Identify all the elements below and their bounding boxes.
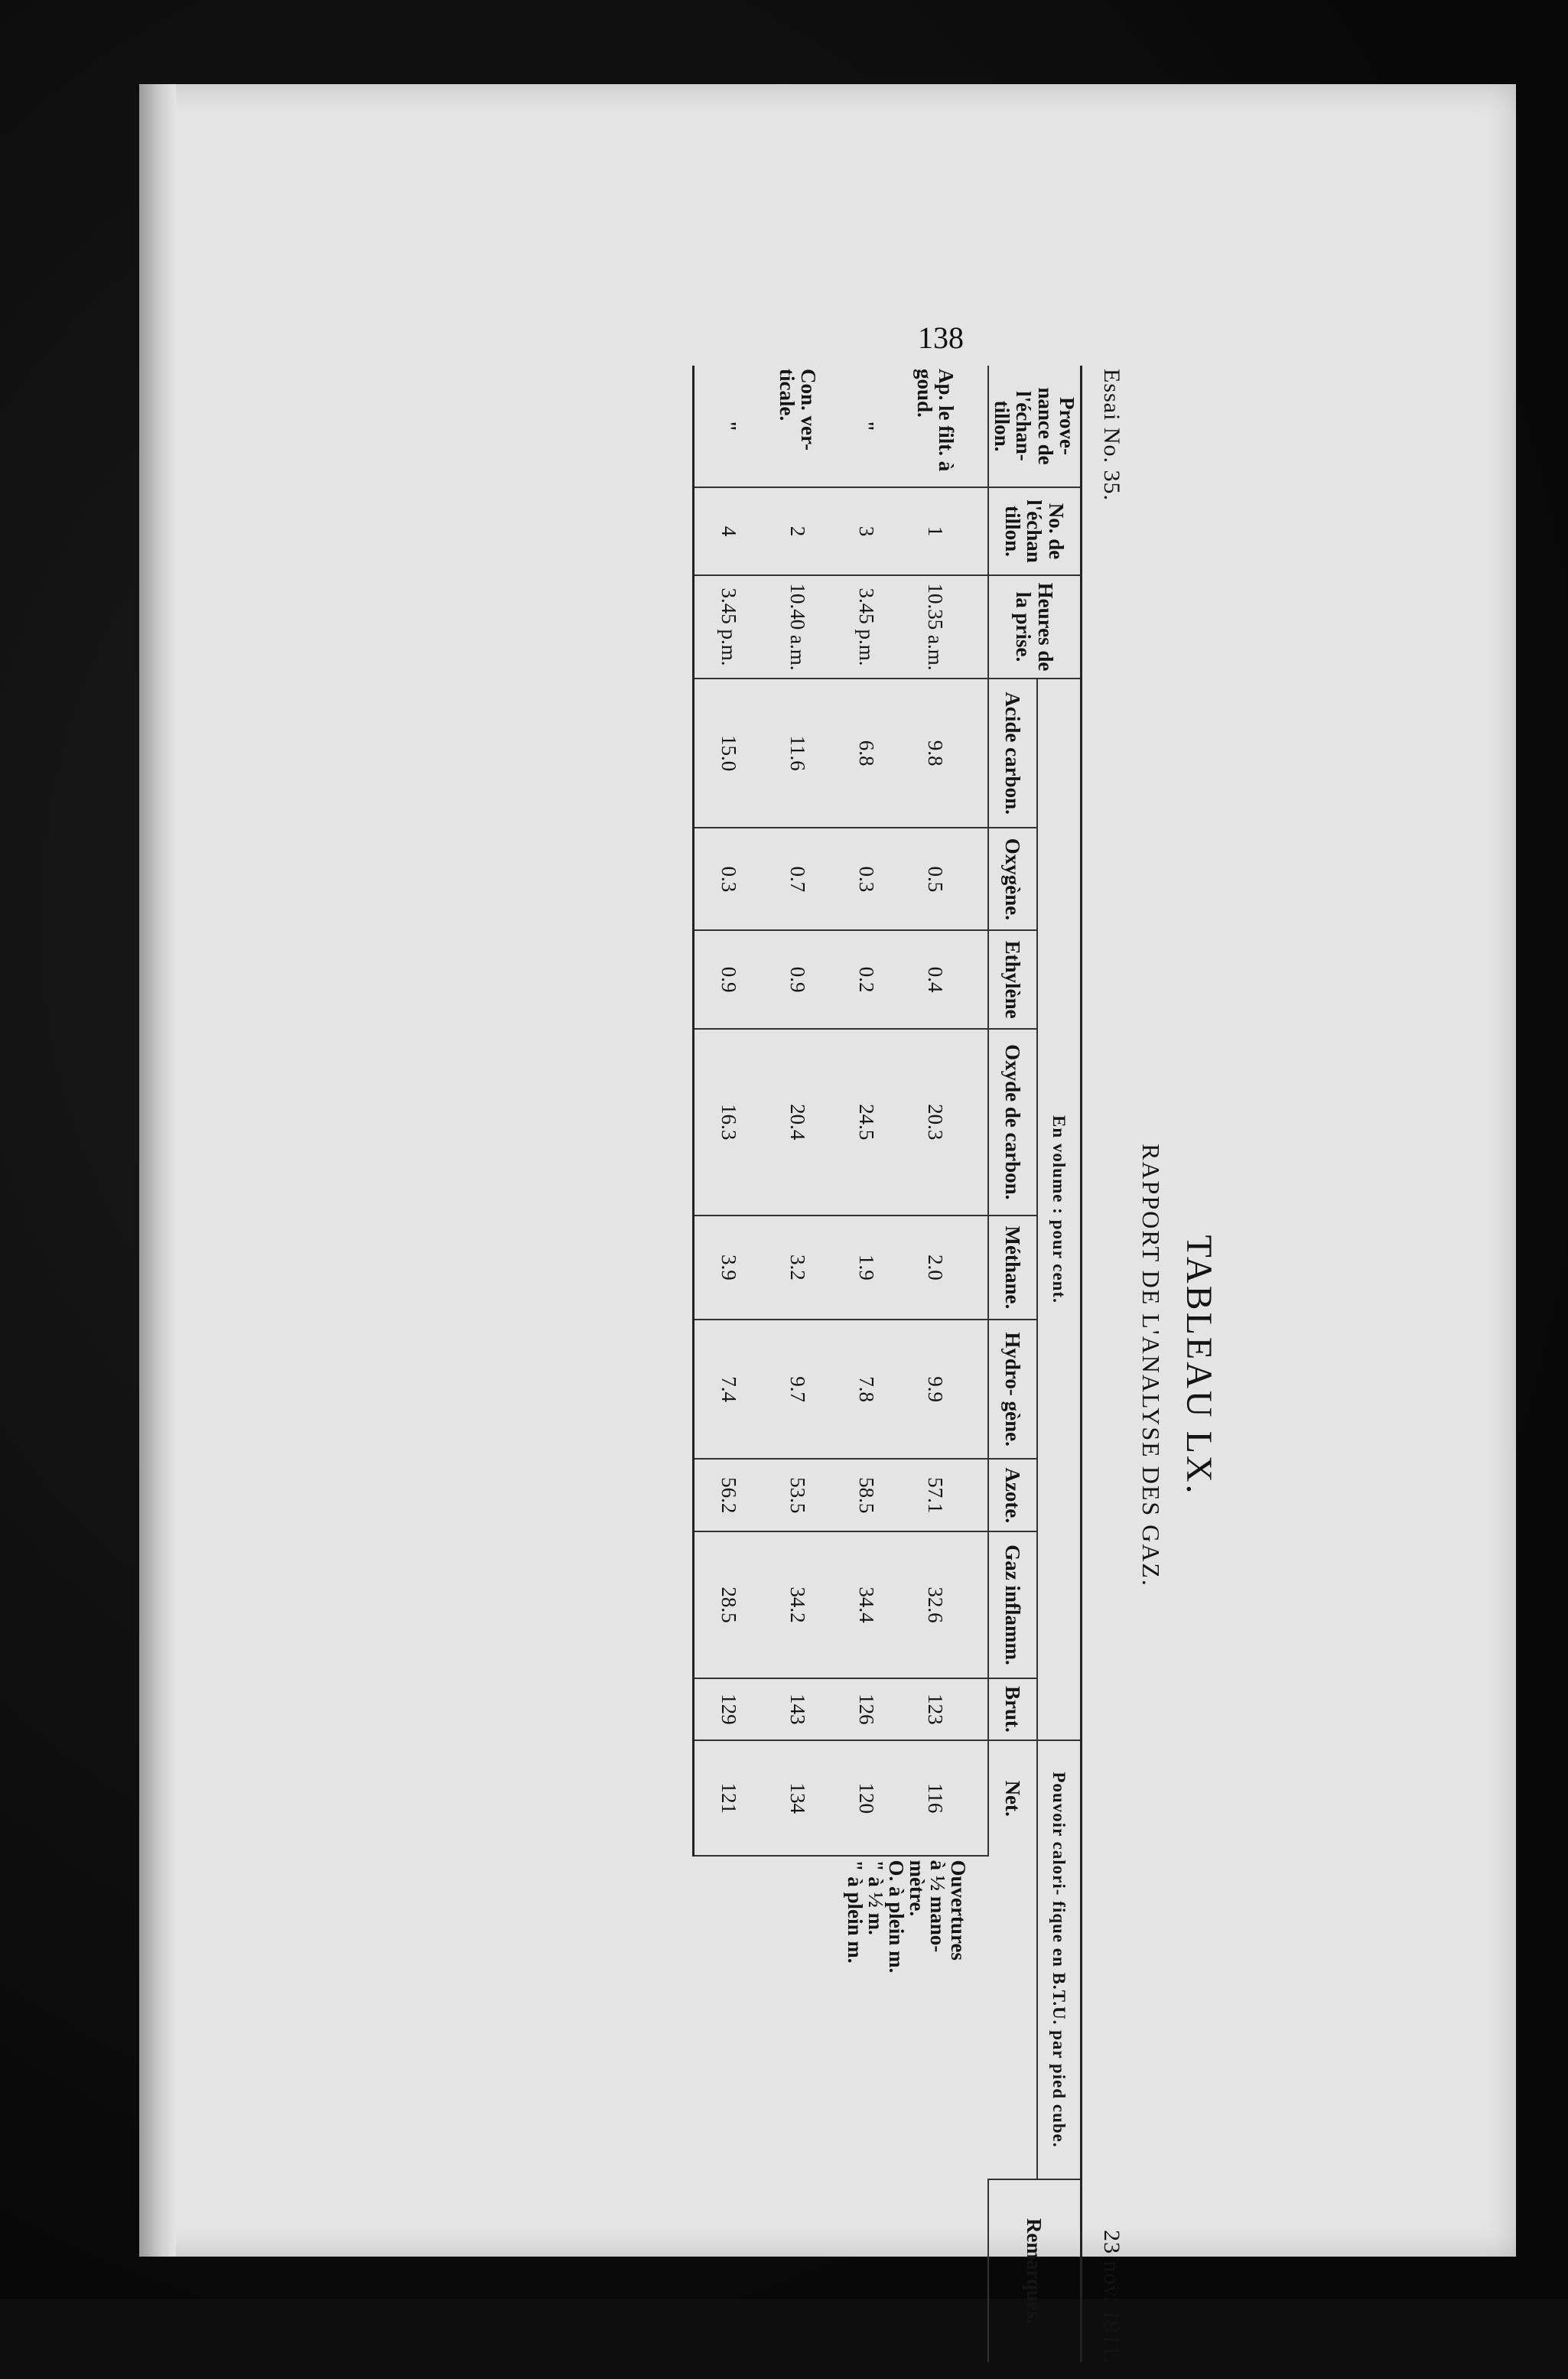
header-carbon-monoxide: Oxyde de carbon. [988,1029,1037,1216]
cell-carbonic-acid: 9.8 [901,679,988,828]
cell-carbon-monoxide: 24.5 [832,1029,901,1216]
header-provenance: Prove- nance de l'échan- tillon. [988,366,1082,487]
table-header [988,366,1082,2362]
remark-line: à ½ mano- [926,1860,949,1953]
cell-flammable-gas: 34.4 [832,1531,901,1678]
cell-provenance: " [693,366,763,487]
remark-line: mètre. [905,1860,929,1917]
cell-hydrogen: 7.4 [693,1320,763,1460]
cell-time: 3.45 p.m. [832,575,901,679]
cell-gross: 126 [832,1678,901,1740]
cell-ethylene: 0.2 [832,930,901,1028]
cell-carbonic-acid: 11.6 [763,679,832,828]
gas-analysis-table [692,366,1082,2362]
header-ethylene: Ethylène [988,930,1037,1028]
cell-flammable-gas: 34.2 [763,1531,832,1678]
header-net: Net. [988,1740,1037,1857]
cell-flammable-gas: 28.5 [693,1531,763,1678]
cell-carbonic-acid: 6.8 [832,679,901,828]
header-calorific-power: Pouvoir calori- fique en B.T.U. par pied cube. [1037,1740,1082,2179]
cell-nitrogen: 53.5 [763,1459,832,1531]
cell-oxygen: 0.3 [693,828,763,930]
cell-flammable-gas: 32.6 [901,1531,988,1678]
cell-ethylene: 0.9 [763,930,832,1028]
header-flammable-gas: Gaz inflamm. [988,1531,1037,1678]
cell-methane: 3.9 [693,1216,763,1320]
cell-carbon-monoxide: 16.3 [693,1029,763,1216]
cell-hydrogen: 9.7 [763,1320,832,1460]
cell-carbon-monoxide: 20.3 [901,1029,988,1216]
header-volume-percent: En volume : pour cent. [1037,679,1082,1740]
cell-gross: 143 [763,1678,832,1740]
cell-remarks [693,1856,988,2179]
cell-ethylene: 0.4 [901,930,988,1028]
table-title: TABLEAU LX. [1179,1235,1219,1496]
cell-time: 10.40 a.m. [763,575,832,679]
header-nitrogen: Azote. [988,1459,1037,1531]
cell-sample-no: 4 [693,487,763,575]
header-hours: Heures de la prise. [988,575,1082,679]
cell-oxygen: 0.7 [763,828,832,930]
remark-line: Ouvertures [946,1860,970,1961]
cell-sample-no: 1 [901,487,988,575]
cell-nitrogen: 58.5 [832,1459,901,1531]
header-methane: Méthane. [988,1216,1037,1320]
header-gross: Brut. [988,1678,1037,1740]
cell-gross: 129 [693,1678,763,1740]
header-sample-no: No. de l'échan tillon. [988,487,1082,575]
header-carbonic-acid: Acide carbon. [988,679,1037,828]
rotated-table-region [717,352,1274,2379]
cell-time: 3.45 p.m. [693,575,763,679]
cell-oxygen: 0.5 [901,828,988,930]
table-body [693,366,988,2362]
test-number-label: Essai No. 35. [1099,369,1124,501]
cell-net: 121 [693,1740,763,1857]
cell-provenance: " [854,420,878,432]
cell-time: 10.35 a.m. [901,575,988,679]
date-label: 23 nov. 1911. [1099,2230,1124,2364]
cell-nitrogen: 56.2 [693,1459,763,1531]
remark-line: O. à plein m. [884,1860,908,1974]
cell-net: 120 [832,1740,901,1857]
cell-hydrogen: 9.9 [901,1320,988,1460]
cell-net: 134 [763,1740,832,1857]
cell-sample-no: 3 [832,487,901,575]
header-oxygen: Oxygène. [988,828,1037,930]
header-remarks: Remarques. [988,2179,1082,2362]
page-number: 138 [918,321,964,355]
cell-net: 116 [901,1740,988,1857]
table-subtitle: RAPPORT DE L'ANALYSE DES GAZ. [1137,1144,1165,1587]
cell-provenance: Con. ver- ticale. [775,369,820,451]
header-hydrogen: Hydro- gène. [988,1320,1037,1460]
cell-methane: 3.2 [763,1216,832,1320]
page-binding-edge [139,84,176,2257]
cell-sample-no: 2 [763,487,832,575]
cell-methane: 1.9 [832,1216,901,1320]
cell-provenance: Ap. le filt. à goud. [912,369,958,472]
cell-methane: 2.0 [901,1216,988,1320]
remark-line: " à plein m. [843,1860,867,1964]
table-row [901,366,988,2362]
cell-hydrogen: 7.8 [832,1320,901,1460]
remark-line: " à ½ m. [864,1860,887,1935]
cell-ethylene: 0.9 [693,930,763,1028]
cell-oxygen: 0.3 [832,828,901,930]
cell-carbonic-acid: 15.0 [693,679,763,828]
cell-carbon-monoxide: 20.4 [763,1029,832,1216]
cell-gross: 123 [901,1678,988,1740]
cell-nitrogen: 57.1 [901,1459,988,1531]
